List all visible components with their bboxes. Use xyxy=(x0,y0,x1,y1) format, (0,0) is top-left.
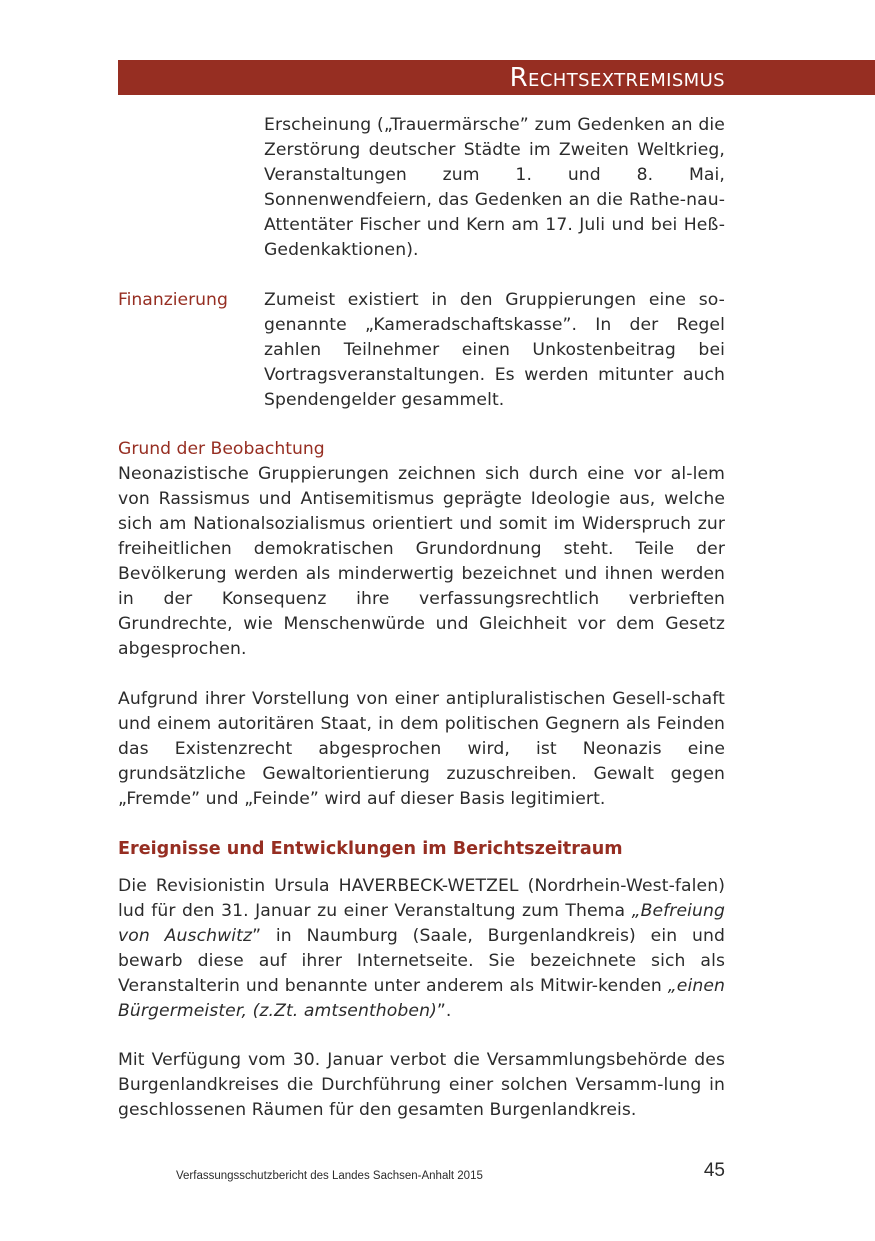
continuation-paragraph: Erscheinung („Trauermärsche” zum Gedenken an die Zerstörung deutscher Städte im Zweiten Weltkrieg, Veranstaltungen zum 1. und 8. Mai, Sonnenwendfeiern, das Gedenken an die Rathe-nau-Attentäter Fischer und Kern am 17. Juli und bei Heß-Gedenkaktionen). xyxy=(264,115,725,260)
continuation-block xyxy=(264,113,725,263)
events-section xyxy=(118,837,725,862)
observation-paragraph-2: Aufgrund ihrer Vorstellung von einer antipluralistischen Gesell-schaft und einem autoritären Staat, in dem politischen Gegnern als Feinden das Existenzrecht abgesprochen wird, ist Neonazis eine grundsätzliche Gewaltorientierung zuzuschreiben. Gewalt gegen „Fremde” und „Feinde” wird auf dieser Basis legitimiert. xyxy=(118,689,725,809)
events-heading: Ereignisse und Entwicklungen im Berichtszeitraum xyxy=(118,839,623,859)
events-paragraph-2-block xyxy=(118,1048,725,1123)
observation-heading: Grund der Beobachtung xyxy=(118,439,325,459)
financing-label: Finanzierung xyxy=(118,290,228,310)
financing-block xyxy=(264,288,725,413)
events-paragraph-2: Mit Verfügung vom 30. Januar verbot die Versammlungsbehörde des Burgenlandkreises die Durchführung einer solchen Versamm-lung in geschlossenen Räumen für den gesamten Burgenlandkreis. xyxy=(118,1050,725,1120)
events-p1-italic-title: „Befreiung von Auschwitz xyxy=(118,901,725,946)
events-p1-text-2: ” in Naumburg (Saale, Burgenlandkreis) ein und bewarb diese auf ihrer Internetseite. Sie bezeichnete sich als Veranstalterin und benannte unter anderem als Mitwir-kenden xyxy=(118,926,725,996)
events-p1-text-3: ”. xyxy=(436,1001,452,1021)
observation-section xyxy=(118,437,725,662)
footer-publication-title: Verfassungsschutzbericht des Landes Sachsen-Anhalt 2015 xyxy=(176,1170,483,1182)
events-paragraph-1-block xyxy=(118,874,725,1024)
events-p1-text-1: Die Revisionistin Ursula HAVERBECK-WETZEL (Nordrhein-West-falen) lud für den 31. Januar zu einer Veranstaltung zum Thema xyxy=(118,876,725,921)
events-paragraph-1 xyxy=(118,874,725,1024)
observation-section-2 xyxy=(118,687,725,812)
chapter-title: Rechtsextremismus xyxy=(509,63,725,93)
page-number: 45 xyxy=(703,1160,725,1181)
financing-paragraph: Zumeist existiert in den Gruppierungen eine so-genannte „Kameradschaftskasse”. In der Regel zahlen Teilnehmer einen Unkostenbeitrag bei Vortragsveranstaltungen. Es werden mitunter auch Spendengelder gesammelt. xyxy=(264,290,725,410)
chapter-header-bar xyxy=(118,60,875,95)
events-p1-italic-quote: „einen Bürgermeister, (z.Zt. amtsenthoben) xyxy=(118,976,725,1021)
financing-label-wrap xyxy=(118,288,228,313)
observation-paragraph-1: Neonazistische Gruppierungen zeichnen sich durch eine vor al-lem von Rassismus und Antisemitismus geprägte Ideologie aus, welche sich am Nationalsozialismus orientiert und somit im Widerspruch zur freiheitlichen demokratischen Grundordnung steht. Teile der Bevölkerung werden als minderwertig bezeichnet und ihnen werden in der Konsequenz ihre verfassungsrechtlich verbrieften Grundrechte, wie Menschenwürde und Gleichheit vor dem Gesetz abgesprochen. xyxy=(118,464,725,659)
